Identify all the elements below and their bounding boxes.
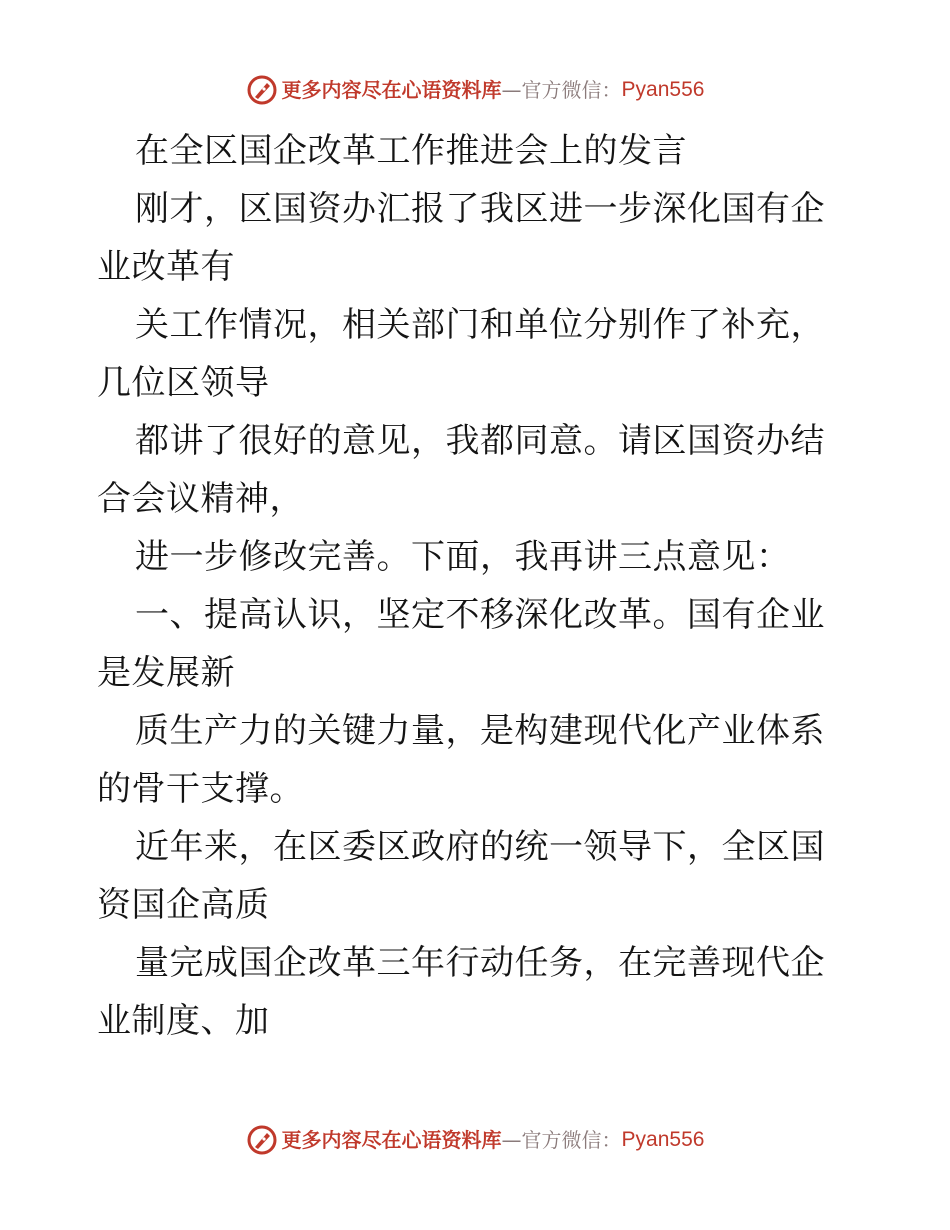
watermark-id: Pyan556 (621, 78, 705, 101)
watermark-label: 官方微信： (521, 78, 622, 102)
paragraph: 关工作情况，相关部门和单位分别作了补充，几位区领导 (97, 305, 825, 403)
paragraph: 质生产力的关键力量，是构建现代化产业体系的骨干支撑。 (97, 711, 825, 809)
watermark-site-text: 更多内容尽在心语资料库 (281, 1128, 502, 1152)
watermark-separator: — (501, 1128, 522, 1152)
pen-nib-circle-icon (246, 1124, 278, 1156)
footer-watermark (0, 1120, 950, 1160)
paragraph: 近年来，在区委区政府的统一领导下，全区国资国企高质 (97, 827, 825, 925)
paragraph: 量完成国企改革三年行动任务，在完善现代企业制度、加 (97, 943, 825, 1041)
paragraph: 刚才，区国资办汇报了我区进一步深化国有企业改革有 (97, 189, 825, 287)
header-watermark (0, 70, 950, 110)
paragraph: 进一步修改完善。下面，我再讲三点意见： (135, 537, 791, 577)
document-body (97, 122, 857, 1050)
paragraph: 都讲了很好的意见，我都同意。请区国资办结合会议精神， (97, 421, 825, 519)
watermark-separator: — (501, 78, 522, 102)
pen-nib-circle-icon (246, 74, 278, 106)
document-title: 在全区国企改革工作推进会上的发言 (135, 131, 687, 171)
watermark-id: Pyan556 (621, 1128, 705, 1151)
paragraph: 一、提高认识，坚定不移深化改革。国有企业是发展新 (97, 595, 825, 693)
watermark-site-text: 更多内容尽在心语资料库 (281, 78, 502, 102)
watermark-label: 官方微信： (521, 1128, 622, 1152)
